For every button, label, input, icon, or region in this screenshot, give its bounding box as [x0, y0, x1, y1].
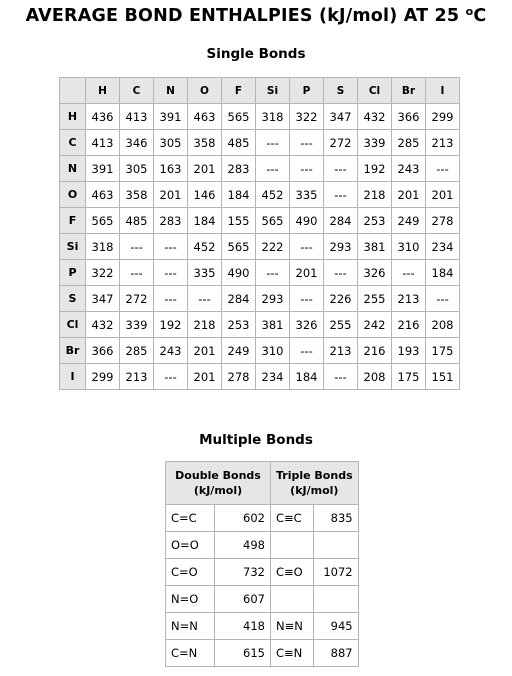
table-cell: 293 — [324, 234, 358, 260]
table-row — [166, 613, 359, 640]
table-cell: 346 — [120, 130, 154, 156]
triple-bond-name — [271, 532, 314, 559]
table-cell: --- — [324, 182, 358, 208]
table-cell: 310 — [256, 338, 290, 364]
table-corner-cell — [60, 78, 86, 104]
table-cell: 222 — [256, 234, 290, 260]
double-bond-value: 602 — [215, 505, 271, 532]
table-cell: --- — [256, 130, 290, 156]
table-cell: 326 — [358, 260, 392, 286]
table-cell: 339 — [120, 312, 154, 338]
table-cell: --- — [290, 286, 324, 312]
table-row — [166, 640, 359, 667]
table-cell: 249 — [222, 338, 256, 364]
table-cell: 318 — [256, 104, 290, 130]
double-bond-name: C=C — [166, 505, 215, 532]
table-cell: 391 — [154, 104, 188, 130]
triple-bond-value: 1072 — [314, 559, 358, 586]
table-row — [60, 182, 460, 208]
table-cell: 192 — [358, 156, 392, 182]
table-cell: 213 — [120, 364, 154, 390]
table-cell: 213 — [324, 338, 358, 364]
table-row — [60, 286, 460, 312]
table-cell: 284 — [324, 208, 358, 234]
table-cell: 413 — [120, 104, 154, 130]
table-cell: 285 — [392, 130, 426, 156]
column-header: O — [188, 78, 222, 104]
triple-bond-value: 835 — [314, 505, 358, 532]
table-row — [166, 559, 359, 586]
table-cell: 322 — [290, 104, 324, 130]
table-cell: --- — [154, 286, 188, 312]
table-cell: 175 — [426, 338, 460, 364]
table-cell: 485 — [222, 130, 256, 156]
table-cell: --- — [392, 260, 426, 286]
table-cell: 463 — [86, 182, 120, 208]
table-cell: 243 — [392, 156, 426, 182]
row-header: P — [60, 260, 86, 286]
double-bond-name: C=O — [166, 559, 215, 586]
row-header: Cl — [60, 312, 86, 338]
table-cell: 278 — [426, 208, 460, 234]
table-cell: 208 — [426, 312, 460, 338]
table-cell: 216 — [392, 312, 426, 338]
triple-bond-value — [314, 586, 358, 613]
table-cell: 452 — [188, 234, 222, 260]
row-header: I — [60, 364, 86, 390]
table-cell: 347 — [86, 286, 120, 312]
table-cell: 318 — [86, 234, 120, 260]
table-cell: --- — [154, 260, 188, 286]
table-cell: 565 — [86, 208, 120, 234]
table-cell: --- — [256, 156, 290, 182]
table-cell: 201 — [188, 156, 222, 182]
table-row — [166, 586, 359, 613]
triple-bond-value — [314, 532, 358, 559]
table-cell: 201 — [392, 182, 426, 208]
row-header: Br — [60, 338, 86, 364]
table-cell: 347 — [324, 104, 358, 130]
table-cell: 490 — [290, 208, 324, 234]
table-cell: 278 — [222, 364, 256, 390]
table-cell: 436 — [86, 104, 120, 130]
table-cell: 490 — [222, 260, 256, 286]
table-cell: 452 — [256, 182, 290, 208]
title-unit: C — [473, 6, 487, 26]
triple-bonds-header-unit: (kJ/mol) — [290, 484, 339, 497]
table-cell: 213 — [426, 130, 460, 156]
table-cell: 335 — [290, 182, 324, 208]
table-cell: 272 — [324, 130, 358, 156]
table-row — [60, 364, 460, 390]
row-header: N — [60, 156, 86, 182]
table-cell: --- — [290, 338, 324, 364]
triple-bonds-header — [271, 462, 359, 505]
table-cell: 184 — [290, 364, 324, 390]
table-cell: 485 — [120, 208, 154, 234]
column-header: F — [222, 78, 256, 104]
table-cell: --- — [426, 286, 460, 312]
table-cell: 413 — [86, 130, 120, 156]
table-cell: --- — [426, 156, 460, 182]
table-row — [60, 338, 460, 364]
table-cell: 339 — [358, 130, 392, 156]
table-cell: --- — [154, 234, 188, 260]
table-cell: 283 — [222, 156, 256, 182]
multiple-bonds-header-row — [166, 462, 359, 505]
table-cell: 463 — [188, 104, 222, 130]
table-row — [60, 260, 460, 286]
double-bond-value: 615 — [215, 640, 271, 667]
multiple-bonds-body — [166, 505, 359, 667]
single-bonds-heading: Single Bonds — [206, 46, 306, 62]
table-cell: --- — [290, 156, 324, 182]
double-bond-value: 732 — [215, 559, 271, 586]
row-header: C — [60, 130, 86, 156]
column-header: N — [154, 78, 188, 104]
table-cell: 218 — [188, 312, 222, 338]
table-cell: 432 — [358, 104, 392, 130]
triple-bond-name: C≡O — [271, 559, 314, 586]
table-cell: 155 — [222, 208, 256, 234]
table-cell: --- — [290, 130, 324, 156]
table-cell: 175 — [392, 364, 426, 390]
table-cell: 335 — [188, 260, 222, 286]
table-cell: 381 — [358, 234, 392, 260]
row-header: Si — [60, 234, 86, 260]
row-header: S — [60, 286, 86, 312]
table-row — [60, 130, 460, 156]
table-cell: 326 — [290, 312, 324, 338]
double-bonds-header-title: Double Bonds — [175, 469, 261, 482]
table-cell: --- — [324, 364, 358, 390]
table-row — [60, 156, 460, 182]
column-header: S — [324, 78, 358, 104]
table-cell: --- — [120, 234, 154, 260]
table-cell: 255 — [324, 312, 358, 338]
table-cell: 253 — [358, 208, 392, 234]
table-cell: 381 — [256, 312, 290, 338]
table-cell: 242 — [358, 312, 392, 338]
table-cell: 255 — [358, 286, 392, 312]
column-header: Br — [392, 78, 426, 104]
page-title — [0, 6, 512, 26]
triple-bond-value: 887 — [314, 640, 358, 667]
table-cell: 201 — [426, 182, 460, 208]
double-bond-value: 607 — [215, 586, 271, 613]
table-cell: 201 — [290, 260, 324, 286]
triple-bond-value: 945 — [314, 613, 358, 640]
multiple-bonds-table — [165, 461, 359, 667]
row-header: H — [60, 104, 86, 130]
table-cell: 201 — [188, 338, 222, 364]
table-cell: 216 — [358, 338, 392, 364]
table-row — [60, 234, 460, 260]
table-cell: 305 — [154, 130, 188, 156]
table-cell: 299 — [426, 104, 460, 130]
double-bonds-header — [166, 462, 271, 505]
multiple-bonds-heading: Multiple Bonds — [199, 432, 313, 448]
table-cell: 234 — [426, 234, 460, 260]
table-cell: 310 — [392, 234, 426, 260]
table-cell: 184 — [188, 208, 222, 234]
table-cell: 358 — [188, 130, 222, 156]
column-header: H — [86, 78, 120, 104]
double-bond-value: 418 — [215, 613, 271, 640]
table-cell: 226 — [324, 286, 358, 312]
table-cell: 358 — [120, 182, 154, 208]
table-cell: 565 — [222, 104, 256, 130]
table-cell: --- — [188, 286, 222, 312]
double-bond-name: N=N — [166, 613, 215, 640]
table-cell: 193 — [392, 338, 426, 364]
double-bond-name: C=N — [166, 640, 215, 667]
table-cell: 146 — [188, 182, 222, 208]
table-cell: 366 — [86, 338, 120, 364]
column-header: Si — [256, 78, 290, 104]
double-bond-name: O=O — [166, 532, 215, 559]
table-cell: --- — [290, 234, 324, 260]
table-row — [60, 312, 460, 338]
column-header: P — [290, 78, 324, 104]
table-cell: 184 — [426, 260, 460, 286]
single-bonds-header-row — [60, 78, 460, 104]
table-cell: 322 — [86, 260, 120, 286]
table-cell: 272 — [120, 286, 154, 312]
table-cell: 234 — [256, 364, 290, 390]
table-cell: 213 — [392, 286, 426, 312]
table-cell: --- — [324, 260, 358, 286]
table-cell: 184 — [222, 182, 256, 208]
double-bond-name: N=O — [166, 586, 215, 613]
triple-bond-name: C≡C — [271, 505, 314, 532]
table-cell: 163 — [154, 156, 188, 182]
table-cell: 283 — [154, 208, 188, 234]
column-header: I — [426, 78, 460, 104]
table-cell: --- — [324, 156, 358, 182]
table-cell: 249 — [392, 208, 426, 234]
table-cell: 243 — [154, 338, 188, 364]
table-row — [60, 208, 460, 234]
table-cell: 305 — [120, 156, 154, 182]
table-cell: 366 — [392, 104, 426, 130]
table-cell: 218 — [358, 182, 392, 208]
table-cell: --- — [256, 260, 290, 286]
triple-bond-name: C≡N — [271, 640, 314, 667]
table-cell: 299 — [86, 364, 120, 390]
single-bonds-body — [60, 104, 460, 390]
table-cell: 293 — [256, 286, 290, 312]
table-cell: 285 — [120, 338, 154, 364]
table-cell: 208 — [358, 364, 392, 390]
row-header: O — [60, 182, 86, 208]
table-cell: 253 — [222, 312, 256, 338]
table-cell: --- — [154, 364, 188, 390]
table-cell: 565 — [256, 208, 290, 234]
table-cell: 391 — [86, 156, 120, 182]
triple-bond-name: N≡N — [271, 613, 314, 640]
table-cell: --- — [120, 260, 154, 286]
title-degree: o — [465, 5, 474, 18]
table-cell: 201 — [188, 364, 222, 390]
column-header: C — [120, 78, 154, 104]
double-bond-value: 498 — [215, 532, 271, 559]
table-row — [166, 505, 359, 532]
double-bonds-header-unit: (kJ/mol) — [193, 484, 243, 497]
table-cell: 284 — [222, 286, 256, 312]
table-cell: 151 — [426, 364, 460, 390]
table-cell: 432 — [86, 312, 120, 338]
table-cell: 201 — [154, 182, 188, 208]
row-header: F — [60, 208, 86, 234]
triple-bond-name — [271, 586, 314, 613]
triple-bonds-header-title: Triple Bonds — [276, 469, 353, 482]
table-row — [60, 104, 460, 130]
single-bonds-table — [59, 77, 460, 390]
table-cell: 565 — [222, 234, 256, 260]
column-header: Cl — [358, 78, 392, 104]
table-row — [166, 532, 359, 559]
table-cell: 192 — [154, 312, 188, 338]
title-text: AVERAGE BOND ENTHALPIES (kJ/mol) AT 25 — [25, 6, 460, 26]
